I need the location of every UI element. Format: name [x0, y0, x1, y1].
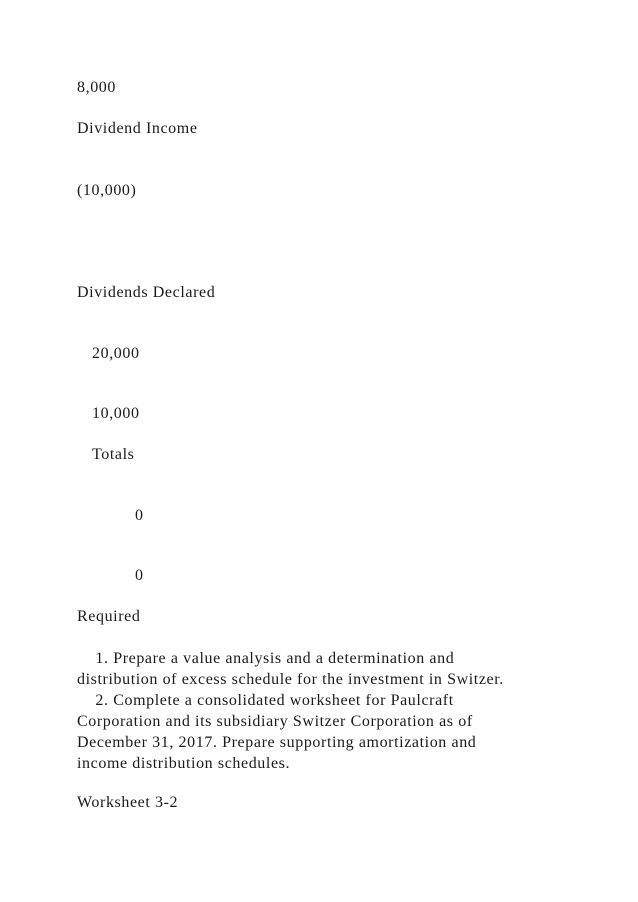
amount-10000: 10,000 [92, 405, 140, 422]
amount-negative-10000: (10,000) [77, 182, 137, 199]
required-item-1 [77, 648, 597, 690]
required-item-2-line-4: income distribution schedules. [77, 755, 291, 772]
required-item-2 [77, 690, 597, 774]
amount-8000: 8,000 [77, 79, 116, 96]
heading-required: Required [77, 608, 141, 625]
required-item-1-line-2: distribution of excess schedule for the investment in Switzer. [77, 671, 504, 688]
required-item-2-line-1: 2. Complete a consolidated worksheet for Paulcraft [77, 692, 454, 709]
label-dividends-declared: Dividends Declared [77, 284, 216, 301]
required-item-2-line-3: December 31, 2017. Prepare supporting amortization and [77, 734, 477, 751]
amount-zero-2: 0 [135, 567, 144, 584]
required-item-1-line-1: 1. Prepare a value analysis and a determination and [77, 650, 455, 667]
heading-worksheet: Worksheet 3-2 [77, 794, 179, 811]
label-totals: Totals [92, 446, 135, 463]
amount-20000: 20,000 [92, 345, 140, 362]
label-dividend-income: Dividend Income [77, 120, 198, 137]
required-item-2-line-2: Corporation and its subsidiary Switzer Corporation as of [77, 713, 473, 730]
amount-zero-1: 0 [135, 507, 144, 524]
